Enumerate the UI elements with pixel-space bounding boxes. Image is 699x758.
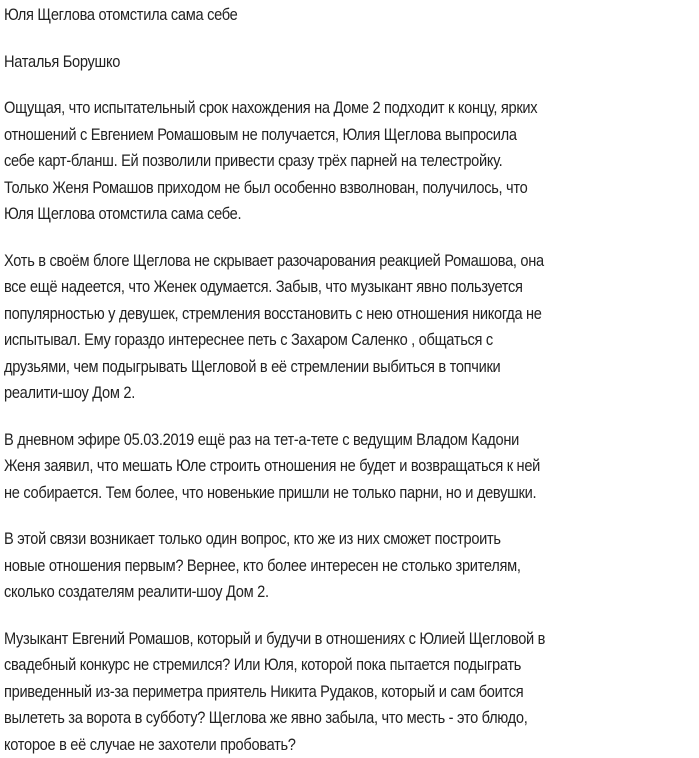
paragraph-4 [4, 526, 684, 606]
paragraph-line: реалити-шоу Дом 2. [4, 380, 683, 407]
paragraph-line: испытывал. Ему гораздо интереснее петь с Захаром Саленко , общаться с [4, 327, 683, 354]
paragraph-line: В дневном эфире 05.03.2019 ещё раз на тет-а-тете с ведущим Владом Кадони [4, 427, 683, 454]
paragraph-line: Только Женя Ромашов приходом не был особенно взволнован, получилось, что [4, 175, 683, 202]
paragraph-line: которое в её случае не захотели пробовать? [4, 732, 683, 758]
paragraph-line: друзьями, чем подыгрывать Щегловой в её стремлении выбиться в топчики [4, 354, 683, 381]
paragraph-line: популярностью у девушек, стремления восстановить с нею отношения никогда не [4, 301, 683, 328]
paragraph-line: Юля Щеглова отомстила сама себе. [4, 201, 683, 228]
paragraph-3 [4, 427, 684, 507]
paragraph-line: себе карт-бланш. Ей позволили привести сразу трёх парней на телестройку. [4, 148, 683, 175]
paragraph-line: Музыкант Евгений Ромашов, который и будучи в отношениях с Юлией Щегловой в [4, 626, 683, 653]
paragraph-line: новые отношения первым? Вернее, кто более интересен не столько зрителям, [4, 553, 683, 580]
paragraph-line: Хоть в своём блоге Щеглова не скрывает разочарования реакцией Ромашова, она [4, 248, 683, 275]
paragraph-line: сколько создателям реалити-шоу Дом 2. [4, 579, 683, 606]
article-author [4, 49, 684, 76]
paragraph-line: не собирается. Тем более, что новенькие пришли не только парни, но и девушки. [4, 480, 683, 507]
paragraph-line: приведенный из-за периметра приятель Никита Рудаков, который и сам боится [4, 679, 683, 706]
paragraph-2 [4, 248, 684, 407]
paragraph-5 [4, 626, 684, 758]
paragraph-line: отношений с Евгением Ромашовым не получается, Юлия Щеглова выпросила [4, 122, 683, 149]
paragraph-1 [4, 95, 684, 228]
paragraph-line: вылететь за ворота в субботу? Щеглова же явно забыла, что месть - это блюдо, [4, 705, 683, 732]
article-title [4, 2, 684, 29]
paragraph-line: Ощущая, что испытательный срок нахождения на Доме 2 подходит к концу, ярких [4, 95, 683, 122]
article-author-text: Наталья Борушко [4, 49, 683, 76]
paragraph-line: свадебный конкурс не стремился? Или Юля, которой пока пытается подыграть [4, 652, 683, 679]
paragraph-line: В этой связи возникает только один вопрос, кто же из них сможет построить [4, 526, 683, 553]
paragraph-line: все ещё надеется, что Женек одумается. Забыв, что музыкант явно пользуется [4, 274, 683, 301]
paragraph-line: Женя заявил, что мешать Юле строить отношения не будет и возвращаться к ней [4, 453, 683, 480]
article-title-text: Юля Щеглова отомстила сама себе [4, 2, 683, 29]
